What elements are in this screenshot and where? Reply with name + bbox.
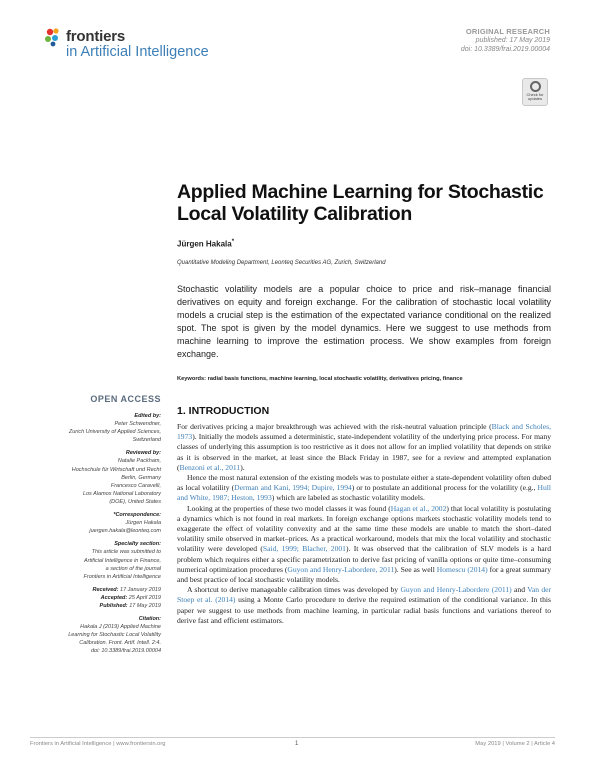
- body-text: [177, 422, 551, 626]
- text-run: ). See as well: [394, 564, 437, 574]
- correspondence-email[interactable]: juergen.hakala@leonteq.com: [89, 528, 161, 535]
- citation-link[interactable]: Van der Stoep et al. (2014): [177, 585, 552, 605]
- keywords-label: Keywords:: [177, 376, 207, 382]
- text-run: ). It was observed that the calibration of SLV models is a hard problem which requires either a specific parametrization to derive fast pricing of vanilla options or quite time–consuming numerical optimization procedures (: [177, 544, 551, 574]
- accepted-value: 25 April 2019: [128, 594, 161, 601]
- reviewer-line: (DOE), United States: [109, 498, 161, 505]
- text-run: ) which are labeled as stochastic volatility models.: [271, 493, 425, 503]
- citation-link[interactable]: Derman and Kani, 1994; Dupire, 1994: [234, 483, 352, 493]
- article-info-sidebar: [30, 394, 161, 656]
- reviewer-line: Los Alamos National Laboratory: [82, 490, 161, 497]
- published-label: Published:: [99, 602, 128, 609]
- text-run: for a great summary and best practice of local stochastic volatility models.: [177, 564, 552, 585]
- citation-link[interactable]: Homescu (2014): [436, 564, 488, 574]
- received-label: Received:: [92, 586, 119, 593]
- author-name[interactable]: Jürgen Hakala: [177, 239, 232, 249]
- affiliation: Quantitative Modeling Department, Leonteq Securities AG, Zurich, Switzerland: [177, 260, 386, 266]
- text-run: For derivatives pricing a major breakthrough was achieved with the risk-neutral valuation principle (: [177, 422, 492, 431]
- correspondence-name: Jürgen Hakala: [125, 520, 161, 527]
- specialty-line: This article was submitted to: [91, 549, 161, 556]
- paragraph: [177, 473, 551, 504]
- specialty-section-label: Specialty section:: [114, 541, 161, 548]
- text-run: ) that local volatility is postulating a dynamics which is not found in real markets. In foreign exchange options markets stochastic volatility models tend to exaggerate the effect of volatility convexity and at the same time these models are unable to match the short–dated volatility smile observed in market–prices. As a practical workaround, models that mix the local volatility and stochastic volatility were developed (: [177, 503, 551, 554]
- citation-link[interactable]: Hull and White, 1987; Heston, 1993: [177, 483, 552, 503]
- citation-link[interactable]: Guyon and Henry-Labordere, 2011: [287, 564, 395, 574]
- received-date: [30, 586, 161, 594]
- citation-link[interactable]: Black and Scholes, 1973: [177, 422, 551, 442]
- keywords: [177, 376, 557, 382]
- reviewed-by-label: Reviewed by:: [125, 450, 161, 457]
- text-run: Hence the most natural extension of the existing models was to postulate either a state-dependent volatility often dubed as local volatility (: [177, 473, 551, 493]
- published-value: 17 May 2019: [129, 602, 161, 609]
- published-date: published: 17 May 2019: [475, 37, 550, 44]
- journal-logo[interactable]: [44, 27, 254, 67]
- specialty-line: a section of the journal: [105, 565, 161, 572]
- author[interactable]: [177, 239, 234, 249]
- specialty-line: Artificial Intelligence in Finance,: [83, 557, 161, 564]
- citation-link[interactable]: Said, 1999; Blacher, 2001: [262, 544, 346, 554]
- check-updates-icon: [530, 81, 541, 92]
- footer-journal-link[interactable]: Frontiers in Artificial Intelligence | www.frontiersin.org: [30, 741, 166, 747]
- article-meta: [461, 27, 550, 54]
- text-run: ). Initially the models assumed a deterministic, state-independent volatility of the underlying price process. For many classes of underlying this assumption is too restrictive as it does not allow for an implied volatility that depends on strike as it is observed in the market, at least since the Black Friday in 1987, see for a review and attempted explanation (: [177, 432, 551, 472]
- citation-line: Hakala J (2019) Applied Machine: [80, 624, 161, 631]
- text-run: and: [511, 585, 528, 595]
- open-access-label: OPEN ACCESS: [90, 394, 161, 404]
- editor-line: Switzerland: [132, 437, 161, 444]
- reviewer-line: Hochschule für Wirtschaft und Recht: [71, 466, 161, 473]
- page-number: 1: [295, 741, 299, 747]
- citation-label: Citation:: [138, 616, 161, 623]
- text-run: A shortcut to derive manageable calibration times was developed by: [187, 585, 401, 595]
- received-value: 17 January 2019: [120, 586, 161, 593]
- footer-issue-info: May 2019 | Volume 2 | Article 4: [475, 741, 555, 747]
- keywords-list: radial basis functions, machine learning, local stochastic volatility, derivatives pricing, finance: [207, 376, 463, 382]
- citation-line[interactable]: doi: 10.3389/frai.2019.00004: [90, 648, 161, 655]
- reviewer-line[interactable]: Natalie Packham,: [117, 458, 161, 465]
- brand-name: frontiers: [66, 28, 126, 45]
- paragraph: [177, 422, 551, 473]
- accepted-date: [30, 594, 161, 602]
- citation-line: Calibration. Front. Artif. Intell. 2:4.: [79, 640, 161, 647]
- correspondence-label: *Correspondence:: [113, 512, 161, 519]
- citation-line: Learning for Stochastic Local Volatility: [68, 632, 161, 639]
- check-updates-label: Check for updates: [526, 92, 544, 101]
- footer-divider: [30, 737, 555, 738]
- text-run: ).: [240, 462, 245, 472]
- frontiers-logo-icon: [44, 27, 64, 47]
- edited-by-label: Edited by:: [134, 413, 161, 419]
- citation-link[interactable]: Benzoni et al., 2011: [179, 462, 241, 472]
- article-title: Applied Machine Learning for Stochastic Local Volatility Calibration: [177, 181, 544, 225]
- editor-line[interactable]: Peter Schwendner,: [114, 421, 161, 428]
- text-run: ) or to postulate an additional process for the volatility (e.g.,: [351, 483, 538, 493]
- text-run: using a Monte Carlo procedure to derive the required estimation of the conditional variance. In this paper we suggest to use methods from machine learning, in particular radial basis functions and variations thereof to derive fast and efficient estimators.: [177, 595, 551, 625]
- article-type: ORIGINAL RESEARCH: [465, 27, 550, 36]
- author-mark: *: [231, 239, 235, 245]
- section-heading: 1. INTRODUCTION: [177, 405, 270, 417]
- abstract: Stochastic volatility models are a popular choice to price and risk–manage financial derivatives on equity and foreign exchange. For the calibration of stochastic local volatility models a crucial step is the estimation of the expectated variance conditional on the realized spot. The spot is given by the model dynamics. Here we suggest to use methods from machine learning to improve the estimation process. We show examples from foreign exchange.: [177, 284, 551, 359]
- check-for-updates-button[interactable]: [522, 78, 548, 106]
- specialty-line: Frontiers in Artificial Intelligence: [83, 573, 161, 580]
- editor-line: Zurich University of Applied Sciences,: [68, 429, 161, 436]
- published-date-sidebar: [30, 602, 161, 610]
- paragraph: [177, 504, 551, 586]
- reviewer-line: Berlin, Germany: [121, 474, 161, 481]
- journal-name: in Artificial Intelligence: [66, 44, 209, 60]
- citation-link[interactable]: Guyon and Henry-Labordere (2011): [400, 585, 512, 595]
- reviewer-line[interactable]: Francesco Caravelli,: [110, 482, 161, 489]
- doi-link[interactable]: doi: 10.3389/frai.2019.00004: [460, 46, 550, 53]
- paragraph: [177, 585, 551, 626]
- citation-link[interactable]: Hagan et al., 2002: [390, 503, 447, 513]
- text-run: Looking at the properties of these two model classes it was found (: [187, 503, 391, 513]
- accepted-label: Accepted:: [100, 594, 128, 601]
